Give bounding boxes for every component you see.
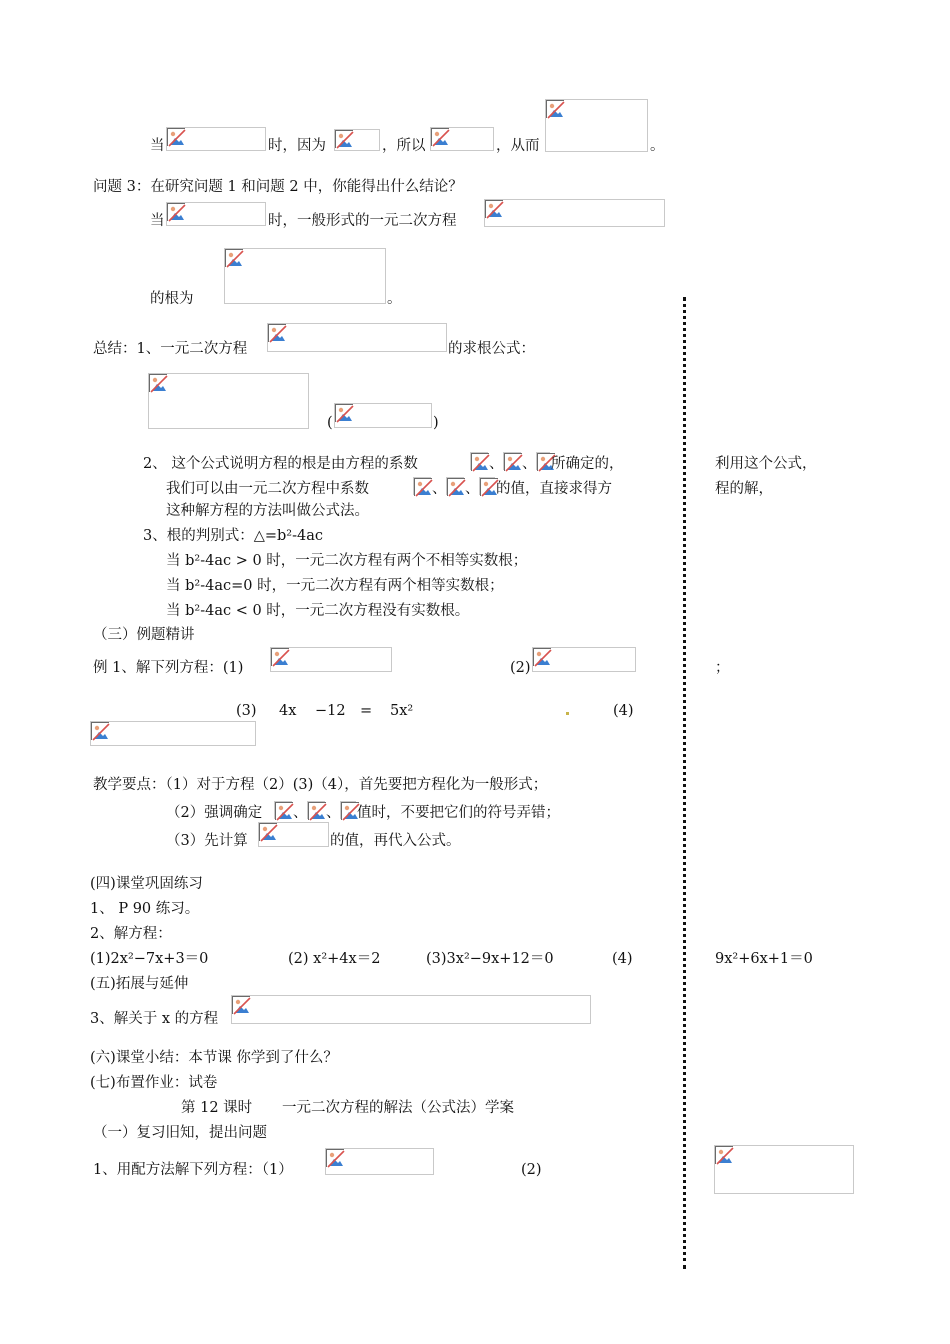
scan-dot bbox=[566, 712, 569, 715]
formula-image bbox=[267, 323, 447, 352]
formula-image bbox=[90, 721, 256, 746]
broken-image-icon bbox=[335, 130, 353, 148]
coef-image bbox=[446, 477, 464, 495]
text-conger: ，从而 bbox=[496, 138, 540, 154]
coef-image bbox=[274, 801, 292, 819]
summary-2e: 这种解方程的方法叫做公式法。 bbox=[166, 503, 369, 519]
formula-image bbox=[166, 127, 266, 151]
formula-image bbox=[714, 1145, 854, 1194]
summary-2a: 2、 这个公式说明方程的根是由方程的系数 bbox=[143, 456, 418, 472]
practice-1: 1、 P 90 练习。 bbox=[90, 901, 200, 917]
summary-1b: 的求根公式： bbox=[448, 341, 535, 357]
coef-image bbox=[503, 452, 521, 470]
example-3-label: (3) bbox=[236, 703, 257, 719]
formula-image bbox=[224, 248, 386, 304]
coef-image bbox=[340, 801, 356, 819]
broken-image-icon bbox=[485, 200, 503, 218]
equation-1: (1)2x²−7x+3＝0 bbox=[90, 951, 209, 967]
teach-2b: 值时，不要把它们的符号弄错； bbox=[357, 805, 560, 821]
formula-image bbox=[430, 127, 494, 151]
examples-title: （三）例题精讲 bbox=[93, 627, 195, 643]
equation-3: (3)3x²−9x+12＝0 bbox=[426, 951, 554, 967]
sep: 、 bbox=[293, 805, 308, 821]
discriminant-case-2: 当 b²-4ac=0 时，一元二次方程有两个相等实数根； bbox=[166, 578, 504, 594]
review-title: （一）复习旧知，提出问题 bbox=[93, 1125, 267, 1141]
text-roots: 的根为 bbox=[150, 291, 194, 307]
broken-image-icon bbox=[149, 374, 167, 392]
practice-2: 2、解方程： bbox=[90, 926, 172, 942]
summary-1a: 总结：1、一元二次方程 bbox=[93, 341, 248, 357]
example-2-label: (2) bbox=[510, 660, 531, 676]
example-1: 例 1、解下列方程：(1) bbox=[93, 660, 244, 676]
teach-3a: （3）先计算 bbox=[166, 833, 248, 849]
formula-image bbox=[532, 647, 636, 672]
example-3-term: 5x² bbox=[390, 703, 414, 719]
text-period: 。 bbox=[387, 291, 402, 307]
coef-image bbox=[536, 452, 550, 470]
summary-3: 3、根的判别式：△=b²-4ac bbox=[143, 528, 324, 544]
broken-image-icon bbox=[414, 478, 432, 496]
broken-image-icon bbox=[335, 404, 353, 422]
dotted-divider bbox=[683, 297, 686, 1269]
text-suoyi: ，所以 bbox=[382, 138, 426, 154]
example-3-term: = bbox=[360, 703, 373, 719]
summary-2d: 的值，直接求得方 bbox=[496, 481, 612, 497]
coef-image bbox=[307, 801, 325, 819]
broken-image-icon bbox=[431, 128, 449, 146]
broken-image-icon bbox=[504, 453, 522, 471]
text-shi-yinwei: 时，因为 bbox=[268, 138, 326, 154]
extend-3: 3、解关于 x 的方程 bbox=[90, 1011, 219, 1027]
class-summary: (六)课堂小结：本节课 你学到了什么？ bbox=[90, 1050, 338, 1066]
summary-2c: 我们可以由一元二次方程中系数 bbox=[166, 481, 369, 497]
text-dang: 当 bbox=[150, 138, 165, 154]
broken-image-icon bbox=[271, 648, 289, 666]
broken-image-icon bbox=[308, 802, 326, 820]
lesson-number: 第 12 课时 bbox=[181, 1100, 253, 1116]
broken-image-icon bbox=[447, 478, 465, 496]
formula-image bbox=[334, 129, 380, 151]
broken-image-icon bbox=[533, 648, 551, 666]
teach-2a: （2）强调确定 bbox=[166, 805, 263, 821]
sep: 、 bbox=[489, 456, 504, 472]
right-text-1: 利用这个公式， bbox=[715, 456, 817, 472]
broken-image-icon bbox=[275, 802, 293, 820]
teach-1: 教学要点：（1）对于方程（2）(3)（4），首先要把方程化为一般形式； bbox=[93, 777, 548, 793]
broken-image-icon bbox=[167, 128, 185, 146]
equation-4-label: (4) bbox=[612, 951, 633, 967]
broken-image-icon bbox=[268, 324, 286, 342]
formula-image bbox=[166, 202, 266, 226]
equation-4: 9x²+6x+1＝0 bbox=[715, 951, 813, 967]
text-dang: 当 bbox=[150, 213, 165, 229]
equation-2: (2) x²+4x＝2 bbox=[288, 951, 381, 967]
semicolon: ； bbox=[715, 660, 730, 676]
example-3-term: 4x bbox=[279, 703, 297, 719]
formula-image bbox=[484, 199, 665, 227]
formula-image bbox=[258, 822, 329, 847]
coef-image bbox=[470, 452, 488, 470]
lesson-title: 一元二次方程的解法（公式法）学案 bbox=[282, 1100, 514, 1116]
broken-image-icon bbox=[471, 453, 489, 471]
paren-right: ) bbox=[433, 415, 439, 431]
formula-image bbox=[231, 995, 591, 1024]
right-text-2: 程的解， bbox=[715, 481, 773, 497]
sep: 、 bbox=[465, 481, 480, 497]
formula-image bbox=[270, 647, 392, 672]
broken-image-icon bbox=[546, 100, 564, 118]
extend-title: (五)拓展与延伸 bbox=[90, 976, 189, 992]
broken-image-icon bbox=[326, 1149, 344, 1167]
review-2-label: (2) bbox=[521, 1162, 542, 1178]
formula-image bbox=[148, 373, 309, 429]
example-3-term: −12 bbox=[315, 703, 346, 719]
example-4-label: (4) bbox=[613, 703, 634, 719]
homework: (七)布置作业：试卷 bbox=[90, 1075, 218, 1091]
broken-image-icon bbox=[167, 203, 185, 221]
sep: 、 bbox=[432, 481, 447, 497]
broken-image-icon bbox=[232, 996, 250, 1014]
coef-image bbox=[479, 477, 495, 495]
sep: 、 bbox=[522, 456, 537, 472]
formula-image bbox=[325, 1148, 434, 1175]
coef-image bbox=[413, 477, 431, 495]
summary-2b: 所确定的， bbox=[551, 456, 624, 472]
sep: 、 bbox=[326, 805, 341, 821]
formula-image bbox=[545, 99, 648, 152]
discriminant-case-3: 当 b²-4ac < 0 时，一元二次方程没有实数根。 bbox=[166, 603, 470, 619]
broken-image-icon bbox=[715, 1146, 733, 1164]
practice-title: (四)课堂巩固练习 bbox=[90, 876, 203, 892]
text-mid: 时，一般形式的一元二次方程 bbox=[268, 213, 457, 229]
text-period: 。 bbox=[650, 138, 665, 154]
formula-image bbox=[334, 403, 432, 428]
broken-image-icon bbox=[225, 249, 243, 267]
review-1: 1、用配方法解下列方程：（1） bbox=[93, 1162, 293, 1178]
broken-image-icon bbox=[91, 722, 109, 740]
broken-image-icon bbox=[259, 823, 277, 841]
discriminant-case-1: 当 b²-4ac > 0 时，一元二次方程有两个不相等实数根； bbox=[166, 553, 528, 569]
paren-left: ( bbox=[327, 415, 333, 431]
teach-3b: 的值，再代入公式。 bbox=[330, 833, 461, 849]
question-3: 问题 3：在研究问题 1 和问题 2 中，你能得出什么结论？ bbox=[93, 179, 463, 195]
